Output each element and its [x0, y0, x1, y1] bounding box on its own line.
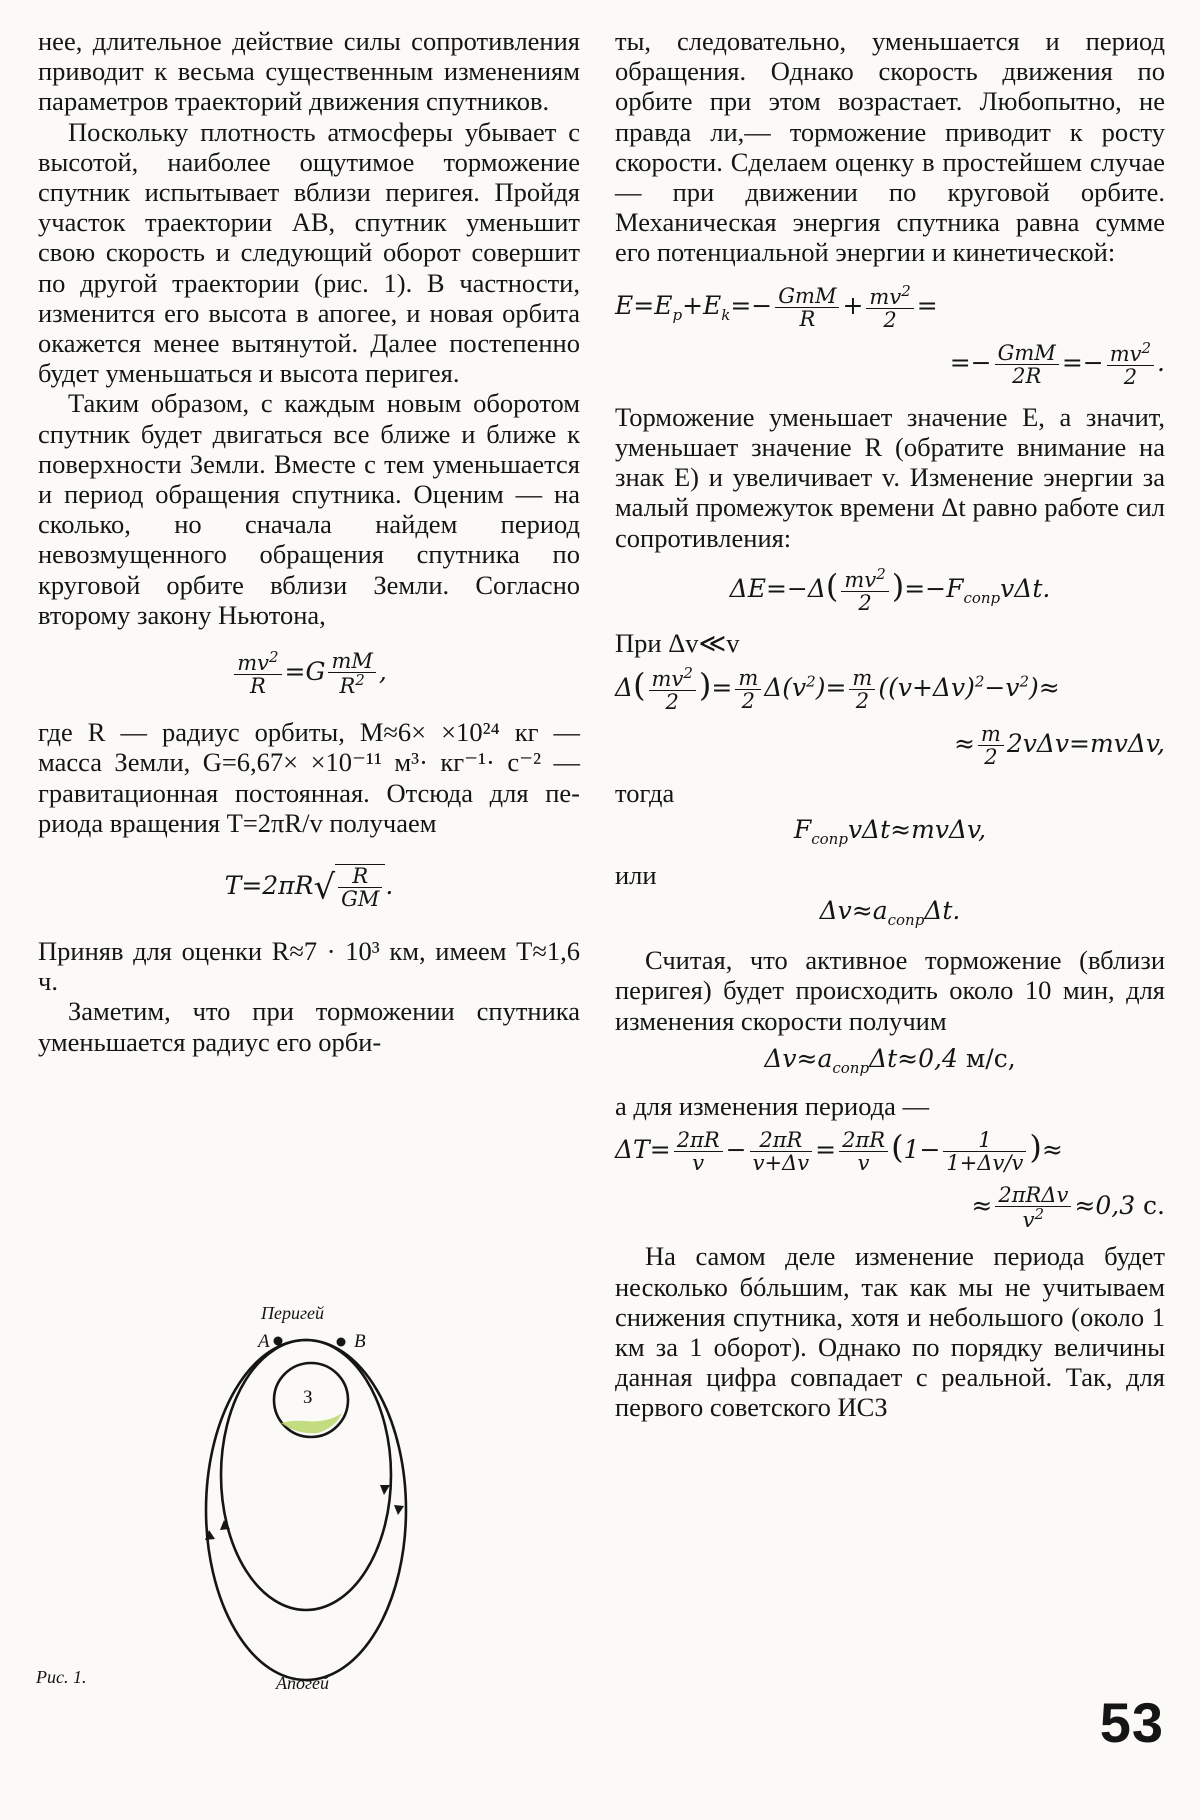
energy-formula-line2: =− $\frac{\text{GmM}}{2R}$ =− $\frac{mv^2}{2}$ .	[949, 338, 1165, 389]
point-b-label: B	[354, 1331, 366, 1352]
left-paragraph-6: Заметим, что при торможении спутника уменьшается радиус его орби-	[38, 996, 580, 1057]
period-change-line1: ΔT= $\frac{2\pi R}{v}$ − $\frac{2\pi R}{v+\Delta v}$ = $\frac{2\pi R}{v}$ (1− $\frac{1}{1+\Delta v/v}$ )≈	[615, 1128, 1063, 1176]
period-formula: T=2πR√ $\frac{R}{GM}$ .	[224, 863, 394, 912]
right-column	[615, 26, 1165, 1423]
energy-change-formula: ΔE=−Δ( $\frac{mv^2}{2}$ )$=-F_{сопр}v\Delta t$.	[729, 564, 1051, 615]
page-number: 53	[1099, 1691, 1164, 1754]
period-change-line2: ≈ $\frac{\text{2πRΔv}}{v^2}$ ≈0,3 с.	[971, 1183, 1165, 1233]
point-b-dot	[337, 1338, 346, 1347]
left-paragraph-5: Приняв для оценки R≈7 · 10³ км, имеем T≈1,6 ч.	[38, 936, 580, 997]
kinetic-change-line2: ≈ $\frac{m}{2}$ 2vΔv=mvΔv,	[953, 722, 1165, 770]
right-paragraph-4: тогда	[615, 778, 675, 809]
right-paragraph-6: Считая, что активное торможение (вблизи перигея) будет происходить около 10 мин, для изменения скорости получим	[615, 945, 1165, 1036]
left-paragraph-3: Таким образом, с каждым новым оборотом спутник будет двигаться все ближе и ближе к поверхности Земли. Вместе с тем уменьшается и период обращения спутника. Оценим — на сколько, но сначала найдем период невозмущенного обращения спутника по круговой орбите вблизи Земли. Согласно второму закону Ньютона,	[38, 388, 580, 630]
figure-caption: Рис. 1.	[36, 1667, 87, 1687]
earth-label: З	[303, 1387, 313, 1408]
left-paragraph-1: нее, длительное действие силы сопротивления приводит к весьма существенным изменениям параметров траекторий движения спутников.	[38, 26, 580, 117]
velocity-change-formula: $\Delta v\approx a_{сопр}\Delta t$.	[819, 895, 961, 929]
perigee-label: Перигей	[261, 1303, 324, 1323]
newton-law-formula: $\frac{mv^2}{R}$ =G $\frac{mM}{R^2}$ ,	[38, 650, 580, 697]
right-paragraph-2: Торможение уменьшает значение E, а значит, уменьшает значение R (обратите внимание на знак E) и увеличивает v. Изменение энергии за малый промежуток времени Δt равно работе сил сопротивления:	[615, 401, 1165, 553]
force-formula: $F_{сопр}v\Delta t\approx mv\Delta v$,	[793, 814, 987, 848]
velocity-estimate-formula: $\Delta v\approx a_{сопр}\Delta t\approx 0,4$ м/с,	[764, 1043, 1016, 1077]
right-paragraph-3: При Δv≪v	[615, 627, 740, 658]
left-paragraph-4: где R — радиус орбиты, M≈6× ×10²⁴ кг — масса Земли, G=6,67× ×10⁻¹¹ м³· кг⁻¹· с⁻² — гравитационная постоянная. Отсюда для периода вращения T=2πR/v получаем	[38, 717, 580, 838]
energy-formula-line1: $E=E_p+E_k=-$ $\frac{\text{GmM}}{R}$ + $\frac{mv^2}{2}$ =	[615, 281, 938, 332]
apogee-label: Апогей	[276, 1673, 330, 1693]
arrow-right-inner	[380, 1485, 390, 1495]
point-a-label: A	[258, 1331, 270, 1352]
point-a-dot	[274, 1337, 283, 1346]
left-paragraph-2: Поскольку плотность атмосферы убывает с высотой, наиболее ощутимое торможение спутник испытывает вблизи перигея. Пройдя участок траектории AB, спутник уменьшит свою скорость и следующий оборот совершит по другой траектории (рис. 1). В частности, изменится его высота в апогее, и новая орбита окажется менее вытянутой. Далее постепенно будет уменьшаться и высота перигея.	[38, 116, 580, 389]
right-paragraph-8: На самом деле изменение периода будет несколько бóльшим, так как мы не учитываем снижения спутника, хотя и небольшого (около 1 км за 1 оборот). Однако по порядку величины данная цифра совпадает с реальной. Так, для первого советского ИСЗ	[615, 1241, 1165, 1423]
arrow-right-outer	[394, 1505, 404, 1515]
orbit-diagram	[36, 1295, 576, 1695]
arrow-left-inner	[220, 1520, 230, 1530]
orbit-figure	[36, 1295, 576, 1695]
kinetic-change-line1: Δ( $\frac{mv^2}{2}$ )= $\frac{m}{2}$ $\Delta(v^2)=$ $\frac{m}{2}$ $((v+\Delta v)^2-v^2)\approx$	[615, 664, 1060, 715]
right-paragraph-5: или	[615, 859, 657, 890]
left-column	[38, 26, 580, 1057]
right-paragraph-1: ты, следовательно, уменьшается и период обращения. Однако скорость движения по орбите при этом возрастает. Любопытно, не правда ли,— торможение приводит к росту скорости. Сделаем оценку в простейшем случае — при движении по круговой орбите. Механическая энергия спутника равна сумме его потенциальной энергии и кинетической:	[615, 26, 1165, 268]
right-paragraph-7: а для изменения периода —	[615, 1090, 930, 1121]
